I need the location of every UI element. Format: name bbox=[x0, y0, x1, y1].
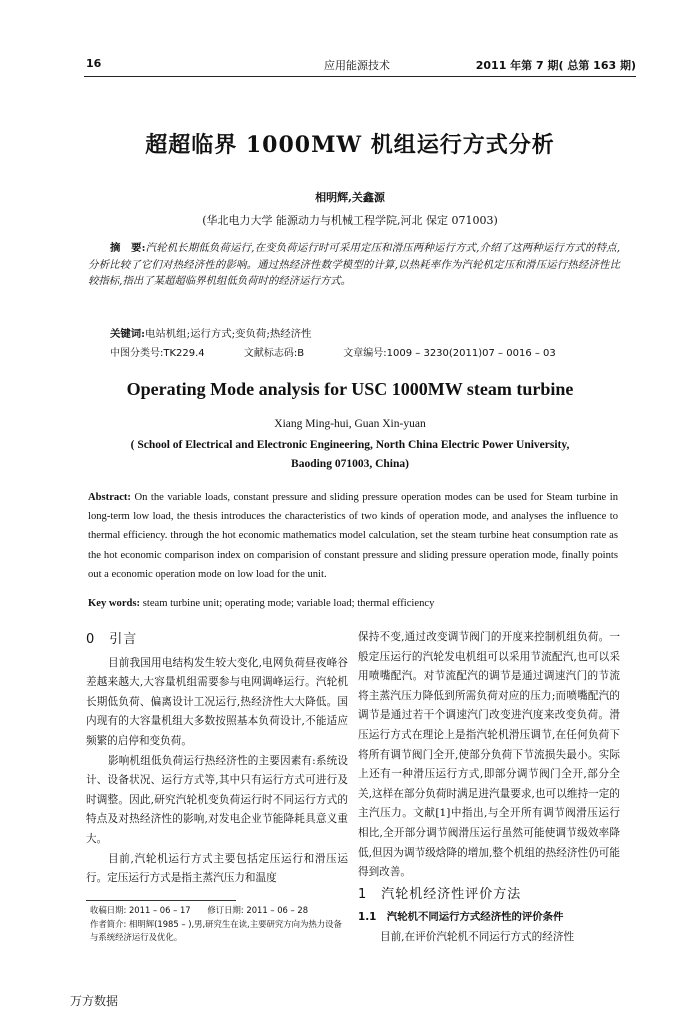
issue-info: 2011 年第 7 期( 总第 163 期) bbox=[475, 59, 636, 72]
authors-en: Xiang Ming-hui, Guan Xin-yuan bbox=[274, 418, 426, 430]
article-number: 文章编号:1009 – 3230(2011)07 – 0016 – 03 bbox=[343, 348, 556, 359]
abstract-cn-label: 摘 要: bbox=[110, 242, 146, 254]
clc-number: 中图分类号:TK229.4 bbox=[110, 348, 205, 359]
authors-cn: 相明辉,关鑫源 bbox=[315, 191, 385, 204]
title-en: Operating Mode analysis for USC 1000MW steam turbine bbox=[126, 379, 574, 399]
author-bio: 作者简介: 相明辉(1985 – ),男,研究生在读,主要研究方向为热力设备与系统经济运行及优化。 bbox=[90, 918, 342, 942]
page-number: 16 bbox=[86, 57, 102, 70]
body-paragraph: 目前,汽轮机运行方式主要包括定压运行和滑压运行。定压运行方式是指主蒸汽压力和温度 bbox=[86, 852, 348, 885]
body-paragraph: 保持不变,通过改变调节阀门的开度来控制机组负荷。一般定压运行的汽轮发电机组可以采用节流配汽,也可以采用喷嘴配汽。对节流配汽的调节是通过调速汽门的节流将主蒸汽压力降低到所需负荷对应的压力;而喷嘴配汽的调节是通过若干个调速汽门改变进汽度来改变负荷。滑压运行方式在理论上是指汽轮机滑压调节,在任何负荷下将所有调节阀门全开,使部分负荷下节流损失最小。实际上还有一种滑压运行方式,即部分调节阀门全开,部分全关,这样在部分负荷时满足进汽量要求,也可以维持一定的主汽压力。文献[1]中指出,与全开所有调节阀滑压运行相比,全开部分调节阀滑压运行虽然可能使调节级效率降低,但因为调节级焓降的增加,整个机组的热经济性仍可能得到改善。 bbox=[358, 631, 620, 879]
abstract-en-text: On the variable loads, constant pressure and sliding pressure operation modes can be used for Steam turbine in long-term low load, the thesis introduces the characteristics of two kinds of operation mode, and analyses the influence to thermal efficiency. through the hot economic mathematics model calculation, set the steam turbine heat consumption rate as the hot economic comparison index on comparision of constant pressure and sliding pressure operation mode, finally points out a economic operation mode on low load for the unit. bbox=[88, 492, 618, 580]
affiliation-cn: (华北电力大学 能源动力与机械工程学院,河北 保定 071003) bbox=[202, 214, 498, 227]
received-dates: 收稿日期: 2011 – 06 – 17 修订日期: 2011 – 06 – 28 bbox=[90, 905, 309, 915]
keywords-cn-text: 电站机组;运行方式;变负荷;热经济性 bbox=[145, 328, 312, 340]
keywords-en-label: Key words: bbox=[88, 598, 141, 609]
footnote-divider bbox=[86, 900, 236, 901]
subsection-1-1-heading: 1.1 汽轮机不同运行方式经济性的评价条件 bbox=[358, 911, 564, 924]
watermark: 万方数据 bbox=[70, 994, 119, 1008]
footnote bbox=[90, 904, 346, 945]
body-right-column bbox=[358, 628, 620, 948]
abstract-cn-text: 汽轮机长期低负荷运行,在变负荷运行时可采用定压和滑压两种运行方式,介绍了这两种运行方式的特点,分析比较了它们对热经济性的影响。通过热经济性数学模型的计算,以热耗率作为汽轮机定压和滑压运行热经济性比较指标,指出了某超超临界机组低负荷时的经济运行方式。 bbox=[88, 242, 620, 287]
section-1-heading: 1 汽轮机经济性评价方法 bbox=[358, 886, 522, 902]
body-paragraph: 目前我国用电结构发生较大变化,电网负荷昼夜峰谷差越来越大,大容量机组需要参与电网调峰运行。汽轮机长期低负荷、偏离设计工况运行,热经济性大大降低。国内现有的大容量机组大多数按照基本负荷设计,不能适应频繁的启停和变负荷。 bbox=[86, 656, 348, 747]
keywords-en bbox=[88, 598, 434, 609]
keywords-cn-label: 关键词: bbox=[110, 328, 146, 340]
page-header bbox=[84, 52, 636, 77]
abstract-en bbox=[88, 488, 618, 584]
body-paragraph: 影响机组低负荷运行热经济性的主要因素有:系统设计、设备状况、运行方式等,其中只有运行方式可进行及时调整。因此,研究汽轮机变负荷运行时不同运行方式的特点及对热经济性的影响,对发电企业节能降耗具意义重大。 bbox=[86, 754, 348, 845]
abstract-en-label: Abstract: bbox=[88, 492, 131, 503]
keywords-en-text: steam turbine unit; operating mode; variable load; thermal efficiency bbox=[142, 598, 435, 609]
journal-name: 应用能源技术 bbox=[324, 59, 390, 72]
classification-line bbox=[110, 344, 592, 359]
title-cn: 超超临界 1000MW 机组运行方式分析 bbox=[145, 132, 555, 158]
section-0-heading: 0 引言 bbox=[86, 632, 138, 647]
keywords-cn bbox=[110, 325, 311, 340]
abstract-cn bbox=[88, 240, 620, 290]
affiliation-en: ( School of Electrical and Electronic Engineering, North China Electric Power University, Baoding 071003, China) bbox=[130, 439, 570, 470]
body-paragraph: 目前,在评价汽轮机不同运行方式的经济性 bbox=[380, 930, 575, 943]
doc-code: 文献标志码:B bbox=[243, 348, 305, 359]
body-left-column bbox=[86, 628, 348, 889]
